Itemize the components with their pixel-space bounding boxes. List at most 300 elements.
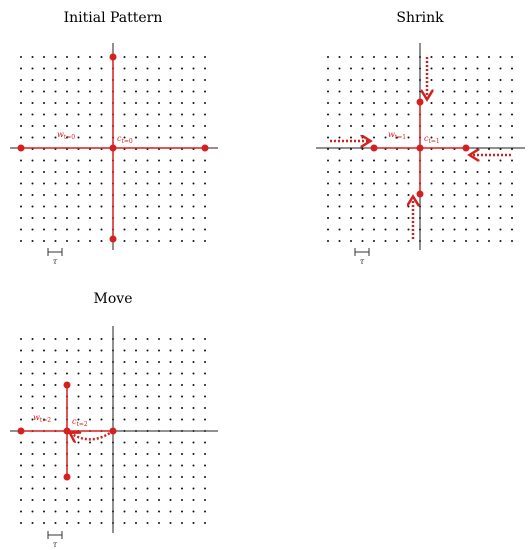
grid-dot — [193, 338, 195, 340]
grid-dot — [89, 79, 91, 81]
grid-dot — [170, 229, 172, 231]
grid-dot — [101, 217, 103, 219]
grid-dot — [193, 373, 195, 375]
grid-dot — [442, 240, 444, 242]
grid-dot — [89, 476, 91, 478]
grid-dot — [89, 338, 91, 340]
grid-dot — [339, 68, 341, 70]
grid-dot — [396, 91, 398, 93]
grid-dot — [20, 171, 22, 173]
grid-dot — [124, 511, 126, 513]
grid-dot — [147, 407, 149, 409]
grid-dot — [193, 499, 195, 501]
grid-dot — [20, 217, 22, 219]
grid-dot — [181, 453, 183, 455]
grid-dot — [170, 465, 172, 467]
grid-dot — [396, 125, 398, 127]
grid-dot — [181, 373, 183, 375]
grid-dot — [362, 102, 364, 104]
width-label: wt=1 — [388, 130, 407, 141]
grid-dot — [158, 137, 160, 139]
grid-dot — [511, 217, 513, 219]
pattern-point-top — [64, 382, 71, 389]
grid-dot — [465, 160, 467, 162]
grid-dot — [339, 160, 341, 162]
grid-dot — [158, 91, 160, 93]
grid-dot — [204, 206, 206, 208]
grid-dot — [373, 102, 375, 104]
grid-dot — [158, 114, 160, 116]
grid-dot — [55, 361, 57, 363]
grid-dot — [20, 442, 22, 444]
grid-dot — [385, 137, 387, 139]
grid-dot — [66, 194, 68, 196]
grid-dot — [43, 476, 45, 478]
grid-dot — [89, 137, 91, 139]
grid-dot — [193, 465, 195, 467]
grid-dot — [362, 79, 364, 81]
grid-dot — [327, 125, 329, 127]
grid-dot — [511, 171, 513, 173]
grid-dot — [396, 56, 398, 58]
grid-dot — [408, 102, 410, 104]
grid-dot — [101, 453, 103, 455]
grid-dot — [181, 194, 183, 196]
grid-dot — [170, 183, 172, 185]
grid-dot — [170, 79, 172, 81]
grid-dot — [158, 522, 160, 524]
grid-dot — [362, 217, 364, 219]
grid-dot — [327, 79, 329, 81]
grid-dot — [89, 453, 91, 455]
grid-dot — [20, 229, 22, 231]
grid-dot — [158, 373, 160, 375]
grid-dot — [465, 137, 467, 139]
grid-dot — [55, 476, 57, 478]
grid-dot — [158, 419, 160, 421]
grid-dot — [147, 442, 149, 444]
grid-dot — [350, 125, 352, 127]
grid-dot — [193, 522, 195, 524]
grid-dot — [373, 240, 375, 242]
grid-dot — [89, 396, 91, 398]
panel-title: Move — [93, 291, 133, 307]
grid-dot — [170, 499, 172, 501]
grid-dot — [55, 160, 57, 162]
grid-dot — [204, 522, 206, 524]
grid-dot — [66, 79, 68, 81]
grid-dot — [454, 137, 456, 139]
grid-dot — [204, 384, 206, 386]
grid-dot — [465, 102, 467, 104]
grid-dot — [20, 476, 22, 478]
grid-dot — [32, 125, 34, 127]
grid-dot — [170, 102, 172, 104]
grid-dot — [101, 511, 103, 513]
tau-label: τ — [359, 257, 365, 266]
grid-dot — [385, 194, 387, 196]
grid-dot — [32, 361, 34, 363]
grid-dot — [147, 56, 149, 58]
grid-dot — [147, 68, 149, 70]
grid-dot — [66, 229, 68, 231]
grid-dot — [20, 91, 22, 93]
grid-dot — [55, 522, 57, 524]
grid-dot — [511, 206, 513, 208]
grid-dot — [373, 217, 375, 219]
grid-dot — [327, 217, 329, 219]
grid-dot — [170, 68, 172, 70]
grid-dot — [431, 102, 433, 104]
grid-dot — [408, 68, 410, 70]
grid-dot — [373, 171, 375, 173]
grid-dot — [147, 465, 149, 467]
grid-dot — [66, 91, 68, 93]
grid-dot — [477, 79, 479, 81]
grid-dot — [339, 102, 341, 104]
grid-dot — [454, 102, 456, 104]
grid-dot — [43, 373, 45, 375]
grid-dot — [101, 442, 103, 444]
grid-dot — [431, 160, 433, 162]
grid-dot — [181, 522, 183, 524]
grid-dot — [20, 419, 22, 421]
grid-dot — [101, 206, 103, 208]
grid-dot — [158, 194, 160, 196]
grid-dot — [181, 125, 183, 127]
grid-dot — [442, 79, 444, 81]
grid-dot — [43, 407, 45, 409]
grid-dot — [101, 229, 103, 231]
grid-dot — [78, 522, 80, 524]
grid-dot — [408, 194, 410, 196]
grid-dot — [396, 79, 398, 81]
grid-dot — [193, 68, 195, 70]
grid-dot — [158, 442, 160, 444]
grid-dot — [339, 194, 341, 196]
grid-dot — [158, 499, 160, 501]
grid-dot — [55, 206, 57, 208]
grid-dot — [362, 114, 364, 116]
grid-dot — [55, 171, 57, 173]
grid-dot — [32, 217, 34, 219]
pattern-point-left — [18, 145, 25, 152]
grid-dot — [181, 171, 183, 173]
grid-dot — [327, 171, 329, 173]
grid-dot — [101, 240, 103, 242]
grid-dot — [32, 206, 34, 208]
grid-dot — [204, 396, 206, 398]
grid-dot — [32, 488, 34, 490]
grid-dot — [170, 384, 172, 386]
grid-dot — [442, 56, 444, 58]
grid-dot — [350, 160, 352, 162]
grid-dot — [385, 229, 387, 231]
grid-dot — [408, 171, 410, 173]
grid-dot — [181, 68, 183, 70]
grid-dot — [327, 137, 329, 139]
grid-dot — [55, 240, 57, 242]
grid-dot — [408, 217, 410, 219]
grid-dot — [193, 79, 195, 81]
grid-dot — [204, 79, 206, 81]
grid-dot — [408, 160, 410, 162]
grid-dot — [204, 137, 206, 139]
grid-dot — [55, 465, 57, 467]
grid-dot — [181, 396, 183, 398]
grid-dot — [193, 396, 195, 398]
grid-dot — [55, 114, 57, 116]
grid-dot — [511, 137, 513, 139]
grid-dot — [373, 68, 375, 70]
grid-dot — [454, 171, 456, 173]
grid-dot — [500, 206, 502, 208]
grid-dot — [101, 79, 103, 81]
grid-dot — [181, 338, 183, 340]
grid-dot — [488, 240, 490, 242]
grid-dot — [408, 229, 410, 231]
grid-dot — [488, 68, 490, 70]
grid-dot — [511, 194, 513, 196]
grid-dot — [488, 91, 490, 93]
grid-dot — [20, 240, 22, 242]
grid-dot — [193, 240, 195, 242]
grid-dot — [43, 361, 45, 363]
grid-dot — [89, 240, 91, 242]
grid-dot — [193, 171, 195, 173]
grid-dot — [385, 217, 387, 219]
grid-dot — [193, 350, 195, 352]
grid-dot — [147, 114, 149, 116]
grid-dot — [193, 361, 195, 363]
grid-dot — [170, 240, 172, 242]
grid-dot — [339, 114, 341, 116]
grid-dot — [78, 114, 80, 116]
grid-dot — [78, 194, 80, 196]
grid-dot — [124, 56, 126, 58]
grid-dot — [362, 206, 364, 208]
grid-dot — [124, 488, 126, 490]
grid-dot — [500, 160, 502, 162]
grid-dot — [135, 206, 137, 208]
grid-dot — [78, 442, 80, 444]
grid-dot — [181, 384, 183, 386]
grid-dot — [89, 361, 91, 363]
grid-dot — [55, 373, 57, 375]
grid-dot — [454, 114, 456, 116]
grid-dot — [385, 171, 387, 173]
grid-dot — [373, 79, 375, 81]
grid-dot — [124, 102, 126, 104]
grid-dot — [488, 206, 490, 208]
grid-dot — [20, 194, 22, 196]
grid-dot — [147, 522, 149, 524]
grid-dot — [488, 194, 490, 196]
grid-dot — [204, 488, 206, 490]
grid-dot — [135, 419, 137, 421]
grid-dot — [78, 217, 80, 219]
grid-dot — [350, 194, 352, 196]
grid-dot — [511, 229, 513, 231]
grid-dot — [204, 442, 206, 444]
grid-dot — [170, 114, 172, 116]
grid-dot — [373, 206, 375, 208]
grid-dot — [158, 361, 160, 363]
grid-dot — [78, 91, 80, 93]
grid-dot — [147, 511, 149, 513]
grid-dot — [327, 160, 329, 162]
grid-dot — [193, 407, 195, 409]
grid-dot — [170, 56, 172, 58]
grid-dot — [20, 384, 22, 386]
grid-dot — [454, 125, 456, 127]
grid-dot — [78, 206, 80, 208]
grid-dot — [89, 373, 91, 375]
grid-dot — [396, 229, 398, 231]
grid-dot — [511, 91, 513, 93]
grid-dot — [181, 419, 183, 421]
grid-dot — [135, 499, 137, 501]
grid-dot — [454, 240, 456, 242]
grid-dot — [66, 56, 68, 58]
pattern-point-bottom — [110, 236, 117, 243]
grid-dot — [135, 114, 137, 116]
grid-dot — [32, 511, 34, 513]
grid-dot — [78, 384, 80, 386]
grid-dot — [78, 102, 80, 104]
grid-dot — [135, 476, 137, 478]
grid-dot — [500, 217, 502, 219]
grid-dot — [55, 102, 57, 104]
grid-dot — [193, 102, 195, 104]
grid-dot — [170, 453, 172, 455]
grid-dot — [124, 183, 126, 185]
grid-dot — [408, 79, 410, 81]
grid-dot — [408, 56, 410, 58]
grid-dot — [78, 338, 80, 340]
grid-dot — [396, 183, 398, 185]
grid-dot — [20, 350, 22, 352]
grid-dot — [396, 194, 398, 196]
grid-dot — [32, 407, 34, 409]
tau-scale — [48, 248, 62, 266]
grid-dot — [170, 511, 172, 513]
grid-dot — [327, 91, 329, 93]
grid-dot — [43, 183, 45, 185]
grid-dot — [204, 361, 206, 363]
grid-dot — [147, 183, 149, 185]
grid-dot — [20, 79, 22, 81]
grid-dot — [350, 68, 352, 70]
grid-dot — [101, 68, 103, 70]
grid-dot — [350, 137, 352, 139]
grid-dot — [66, 511, 68, 513]
grid-dot — [500, 137, 502, 139]
pattern-point-top — [110, 54, 117, 61]
grid-dot — [362, 171, 364, 173]
grid-dot — [327, 68, 329, 70]
grid-dot — [339, 206, 341, 208]
grid-dot — [78, 350, 80, 352]
grid-dot — [488, 183, 490, 185]
move-arrow — [72, 431, 113, 439]
grid-dot — [204, 56, 206, 58]
grid-dot — [78, 488, 80, 490]
grid-dot — [55, 91, 57, 93]
grid-dot — [511, 68, 513, 70]
center-label: ct=1 — [424, 134, 440, 145]
grid-dot — [124, 240, 126, 242]
grid-dot — [101, 56, 103, 58]
grid-dot — [89, 522, 91, 524]
grid-dot — [204, 160, 206, 162]
grid-dot — [362, 194, 364, 196]
grid-dot — [350, 229, 352, 231]
grid-dot — [89, 171, 91, 173]
grid-dot — [89, 114, 91, 116]
pattern-point-center — [417, 145, 424, 152]
grid-dot — [442, 102, 444, 104]
grid-dot — [204, 499, 206, 501]
grid-dot — [158, 453, 160, 455]
grid-dot — [20, 465, 22, 467]
grid-dot — [43, 511, 45, 513]
grid-dot — [362, 68, 364, 70]
grid-dot — [135, 217, 137, 219]
grid-dot — [55, 338, 57, 340]
grid-dot — [170, 137, 172, 139]
grid-dot — [32, 476, 34, 478]
grid-dot — [43, 79, 45, 81]
grid-dot — [124, 350, 126, 352]
grid-dot — [55, 499, 57, 501]
grid-dot — [339, 56, 341, 58]
grid-dot — [500, 102, 502, 104]
grid-dot — [124, 160, 126, 162]
grid-dot — [55, 384, 57, 386]
grid-dot — [158, 183, 160, 185]
grid-dot — [89, 56, 91, 58]
grid-dot — [193, 217, 195, 219]
grid-dot — [32, 91, 34, 93]
grid-dot — [511, 102, 513, 104]
grid-dot — [442, 183, 444, 185]
grid-dot — [89, 217, 91, 219]
grid-dot — [101, 419, 103, 421]
grid-dot — [454, 160, 456, 162]
grid-dot — [465, 56, 467, 58]
grid-dot — [373, 91, 375, 93]
grid-dot — [32, 396, 34, 398]
grid-dot — [396, 206, 398, 208]
grid-dot — [101, 114, 103, 116]
grid-dot — [55, 79, 57, 81]
grid-dot — [43, 114, 45, 116]
grid-dot — [147, 125, 149, 127]
grid-dot — [135, 91, 137, 93]
grid-dot — [32, 442, 34, 444]
grid-dot — [181, 476, 183, 478]
grid-dot — [78, 407, 80, 409]
grid-dot — [43, 160, 45, 162]
grid-dot — [339, 217, 341, 219]
tau-label: τ — [52, 257, 58, 266]
grid-dot — [193, 91, 195, 93]
grid-dot — [170, 442, 172, 444]
grid-dot — [32, 373, 34, 375]
grid-dot — [20, 511, 22, 513]
grid-dot — [193, 183, 195, 185]
